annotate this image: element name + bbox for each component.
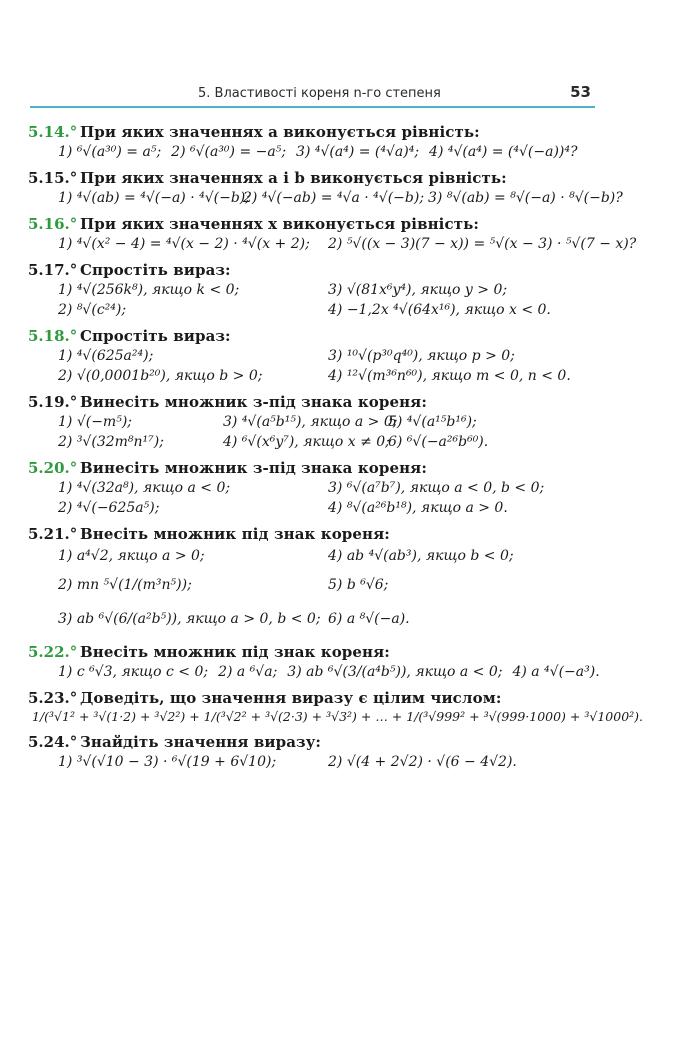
exercise-number: 5.19.° [28,393,78,411]
exercise-item: 2) ⁶√(a³⁰) = −a⁵; [171,144,287,160]
exercise-statement: Спростіть вираз: [80,261,231,279]
exercise-item: 4) a ⁴√(−a³). [512,664,600,680]
exercise-item: 3) ab ⁶√(6/(a²b⁵)), якщо a > 0, b < 0; [58,611,321,627]
exercise-item: 6) a ⁸√(−a). [328,611,410,627]
exercise-item: 1) a⁴√2, якщо a > 0; [58,548,205,564]
exercise-row [58,234,637,254]
exercise-item: 2) ³√(32m⁸n¹⁷); [58,434,164,450]
exercise-row [58,478,600,498]
exercise-item: 2) ⁸√(c²⁴); [58,302,127,318]
exercise-list [28,122,644,778]
exercise-heading [28,392,600,412]
exercise-item: 1) ⁶√(a³⁰) = a⁵; [58,144,162,160]
exercise-heading [28,688,600,708]
exercise-number: 5.24.° [28,733,78,751]
exercise-row [58,568,600,602]
exercise [28,122,600,162]
exercise-row [58,366,600,386]
exercise-item: 2) mn ⁵√(1/(m³n⁵)); [58,577,192,593]
exercise-item: 4) ⁴√(a⁴) = (⁴√(−a))⁴? [429,144,578,160]
exercise-item: 1) √(−m⁵); [58,414,132,430]
exercise [28,524,600,636]
exercise-item: 2) ⁴√(−625a⁵); [58,500,160,516]
exercise-statement: При яких значеннях x виконується рівність: [80,215,480,233]
exercise [28,326,600,386]
exercise-number: 5.22.° [28,643,78,661]
exercise-item: 3) ⁴√(a⁵b¹⁵), якщо a > 0; [223,414,398,430]
exercise-heading [28,122,600,142]
exercise-row [58,602,600,636]
exercise-item: 3) √(81x⁶y⁴), якщо y > 0; [328,282,508,298]
exercise-heading [28,260,600,280]
exercise [28,168,623,208]
exercise [28,458,600,518]
exercise-item: 4) ⁸√(a²⁶b¹⁸), якщо a > 0. [328,500,508,516]
exercise-row [58,752,600,772]
exercise-row [58,346,600,366]
page-number: 53 [570,83,591,101]
exercise-item: 3) ⁴√(a⁴) = (⁴√a)⁴; [296,144,420,160]
exercise-item: 2) a ⁶√a; [218,664,278,680]
exercise-item: 1) ⁴√(625a²⁴); [58,348,154,364]
exercise-item: 3) ¹⁰√(p³⁰q⁴⁰), якщо p > 0; [328,348,515,364]
exercise [28,688,644,726]
exercise-row [58,188,623,208]
exercise-statement: Доведіть, що значення виразу є цілим числом: [80,689,502,707]
exercise-statement: Внесіть множник під знак кореня: [80,525,390,543]
exercise-number: 5.18.° [28,327,78,345]
exercise-item: 4) −1,2x ⁴√(64x¹⁶), якщо x < 0. [328,302,551,318]
exercise-heading [28,642,600,662]
exercise-item: 4) ¹²√(m³⁶n⁶⁰), якщо m < 0, n < 0. [328,368,571,384]
exercise-row [58,412,600,432]
exercise-heading [28,168,600,188]
exercise-item: 4) ab ⁴√(ab³), якщо b < 0; [328,548,514,564]
exercise-row [58,432,600,452]
exercise-item: 2) ⁴√(−ab) = ⁴√a · ⁴√(−b); [243,190,425,206]
exercise-statement: Винесіть множник з-під знака кореня: [80,459,427,477]
exercise-item: 1) ⁴√(x² − 4) = ⁴√(x − 2) · ⁴√(x + 2); [58,236,310,252]
exercise-statement: Знайдіть значення виразу: [80,733,322,751]
exercise-item: 3) ⁸√(ab) = ⁸√(−a) · ⁸√(−b)? [428,190,623,206]
exercise-item: 1) ⁴√(256k⁸), якщо k < 0; [58,282,240,298]
exercise-item: 6) ⁶√(−a²⁶b⁶⁰). [388,434,489,450]
exercise-heading [28,732,600,752]
exercise-number: 5.17.° [28,261,78,279]
exercise-row [58,280,600,300]
header-rule [30,106,595,108]
exercise-number: 5.14.° [28,123,78,141]
exercise [28,260,600,320]
exercise [28,642,600,682]
exercise-number: 5.23.° [28,689,78,707]
exercise-item: 1) c ⁶√3, якщо c < 0; [58,664,209,680]
exercise-number: 5.15.° [28,169,78,187]
exercise-item: 1) ⁴√(32a⁸), якщо a < 0; [58,480,231,496]
exercise-formula: 1/(³√1² + ³√(1·2) + ³√2²) + 1/(³√2² + ³√(2·3) + ³√3²) + … + 1/(³√999² + ³√(999·1000) + ³√1000²). [32,709,644,724]
exercise-number: 5.21.° [28,525,78,543]
exercise-item: 5) ⁴√(a¹⁵b¹⁶); [388,414,477,430]
exercise [28,392,600,452]
exercise-row [58,544,600,568]
exercise-item: 3) ab ⁶√(3/(a⁴b⁵)), якщо a < 0; [287,664,503,680]
exercise-heading [28,524,600,544]
exercise-item: 3) ⁶√(a⁷b⁷), якщо a < 0, b < 0; [328,480,545,496]
exercise-number: 5.20.° [28,459,78,477]
exercise-statement: При яких значеннях a і b виконується рівність: [80,169,507,187]
exercise-statement: При яких значеннях a виконується рівність: [80,123,480,141]
exercise [28,732,600,772]
exercise-item: 4) ⁶√(x⁶y⁷), якщо x ≠ 0; [223,434,390,450]
exercise-item: 2) √(4 + 2√2) · √(6 − 4√2). [328,754,517,770]
exercise-row [58,300,600,320]
exercise-heading [28,458,600,478]
exercise-item: 2) √(0,0001b²⁰), якщо b > 0; [58,368,263,384]
section-title: 5. Властивості кореня n-го степеня [198,86,441,101]
exercise-statement: Спростіть вираз: [80,327,231,345]
exercise-item: 1) ⁴√(ab) = ⁴√(−a) · ⁴√(−b); [58,190,250,206]
exercise [28,214,637,254]
exercise-row [58,662,600,682]
exercise-item: 1) ³√(√10 − 3) · ⁶√(19 + 6√10); [58,754,277,770]
exercise-statement: Внесіть множник під знак кореня: [80,643,390,661]
exercise-item: 5) b ⁶√6; [328,577,389,593]
exercise-row [58,498,600,518]
exercise-row [58,142,600,162]
page-header [30,78,595,106]
exercise-heading [28,326,600,346]
exercise-number: 5.16.° [28,215,78,233]
exercise-heading [28,214,600,234]
exercise-statement: Винесіть множник з-під знака кореня: [80,393,427,411]
exercise-item: 2) ⁵√((x − 3)(7 − x)) = ⁵√(x − 3) · ⁵√(7 − x)? [328,236,637,252]
